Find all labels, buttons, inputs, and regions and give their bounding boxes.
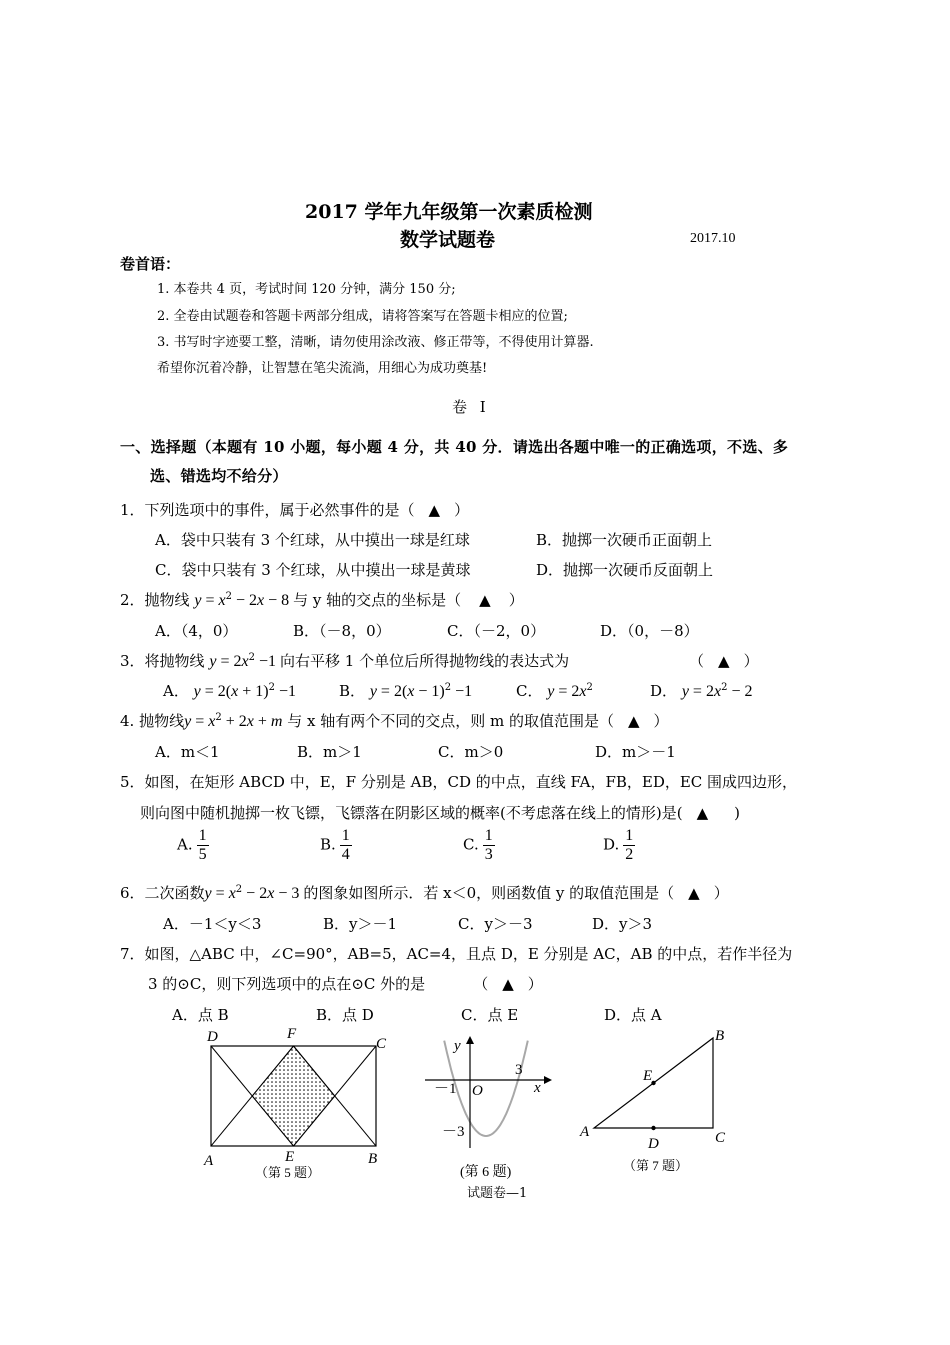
page-footer: 试题卷—1 (467, 1186, 528, 1201)
q7-option-d: D．点 A (604, 1006, 662, 1024)
q3-option-d: D． $y = 2x^2 - 2$ (650, 682, 753, 700)
label-d: D (648, 1136, 659, 1152)
label-c: C (376, 1036, 387, 1052)
q6-stem: 6．二次函数$y = x^2 - 2x - 3$ 的图象如图所示．若 x＜0，则函数值 y 的取值范围是（ ▲ ） (120, 884, 729, 902)
q7-option-c: C．点 E (461, 1006, 519, 1024)
label-3: 3 (515, 1062, 523, 1078)
label-e: E (285, 1149, 295, 1165)
intro-note-1: 1. 本卷共 4 页，考试时间 120 分钟，满分 150 分; (157, 282, 456, 297)
q1-option-b: B．抛掷一次硬币正面朝上 (536, 531, 713, 549)
figure-6 (420, 1030, 560, 1185)
q3-answer-bracket: （ ▲ ） (689, 652, 759, 670)
label-d: D (207, 1029, 218, 1045)
q2-option-a: A．（4，0） (155, 622, 238, 640)
intro-note-3: 3. 书写时字迹要工整，清晰，请勿使用涂改液、修正带等，不得使用计算器. (157, 335, 594, 350)
intro-heading: 卷首语： (120, 255, 181, 273)
q1-option-d: D．抛掷一次硬币反面朝上 (536, 561, 714, 579)
q6-option-b: B．y＞－1 (323, 915, 398, 933)
y-axis-arrow (466, 1036, 474, 1044)
q5-option-d: D. $\frac{1}{2}$ (603, 827, 634, 863)
label-neg1: －1 (434, 1081, 457, 1097)
figure-6-caption: (第 6 题) (460, 1165, 512, 1180)
q5-option-c: C. $\frac{1}{3}$ (463, 827, 493, 863)
label-e: E (643, 1068, 653, 1084)
x-axis-arrow (544, 1076, 552, 1084)
q3-stem: 3．将抛物线 $y = 2x^2 -1$ 向右平移 1 个单位后所得抛物线的表达式为 (120, 652, 570, 670)
figure-7-caption: （第 7 题） (623, 1158, 689, 1173)
figure-7 (575, 1020, 735, 1180)
answer-blank: ▲ (688, 884, 700, 902)
q5-stem-line1: 5．如图，在矩形 ABCD 中，E，F 分别是 AB，CD 的中点，直线 FA，FB，ED，EC 围成四边形， (120, 773, 798, 791)
answer-blank: ▲ (479, 591, 491, 609)
q4-stem: 4. 抛物线$y = x^2 + 2x + m$ 与 x 轴有两个不同的交点，则 m 的取值范围是（ ▲ ） (120, 712, 669, 730)
q7-option-a: A．点 B (172, 1006, 229, 1024)
q4-option-d: D．m＞－1 (595, 743, 676, 761)
q4-option-b: B．m＞1 (297, 743, 362, 761)
q5-stem-line2: 则向图中随机抛掷一枚飞镖，飞镖落在阴影区域的概率(不考虑落在线上的情形)是( ▲ ) (140, 804, 740, 822)
exam-title: 2017 学年九年级第一次素质检测 (305, 201, 593, 223)
q7-stem-line2: 3 的⊙C，则下列选项中的点在⊙C 外的是 （ ▲ ） (148, 975, 543, 993)
shaded-region (252, 1046, 335, 1146)
label-y: y (454, 1038, 461, 1054)
section-heading-line1: 一、选择题（本题有 10 小题，每小题 4 分，共 40 分．请选出各题中唯一的正确选项，不选、多 (120, 438, 789, 456)
q6-option-a: A．－1＜y＜3 (163, 915, 262, 933)
q1-stem: 1．下列选项中的事件，属于必然事件的是（ ▲ ） (120, 501, 470, 519)
part-label: 卷 Ⅰ (452, 398, 490, 416)
answer-blank: ▲ (502, 975, 514, 993)
q6-option-c: C．y＞－3 (458, 915, 533, 933)
label-x: x (534, 1080, 541, 1096)
parabola-curve (444, 1041, 528, 1136)
label-origin: O (472, 1083, 483, 1099)
figure-5-caption: （第 5 题） (255, 1165, 321, 1180)
q7-stem-line1: 7．如图，△ABC 中，∠C=90°，AB=5，AC=4，且点 D，E 分别是 AC，AB 的中点，若作半径为 (120, 945, 793, 963)
label-f: F (287, 1026, 297, 1042)
q5-option-a: A. $\frac{1}{5}$ (177, 827, 207, 863)
q5-option-b: B. $\frac{1}{4}$ (320, 827, 350, 863)
exam-date: 2017.10 (690, 231, 736, 246)
answer-blank: ▲ (628, 712, 640, 730)
figure-5 (195, 1025, 405, 1185)
q2-option-b: B．（－8，0） (293, 622, 391, 640)
q2-option-c: C．（－2，0） (447, 622, 546, 640)
q3-option-a: A． $y = 2(x + 1)^2 -1$ (163, 682, 296, 700)
q6-option-d: D．y＞3 (592, 915, 653, 933)
answer-blank: ▲ (696, 804, 709, 822)
label-b: B (368, 1151, 378, 1167)
intro-note-2: 2. 全卷由试题卷和答题卡两部分组成，请将答案写在答题卡相应的位置; (157, 309, 568, 324)
q7-option-b: B．点 D (316, 1006, 374, 1024)
label-neg3: －3 (442, 1124, 465, 1140)
q1-option-a: A．袋中只装有 3 个红球，从中摸出一球是红球 (155, 531, 470, 549)
q3-option-b: B． $y = 2(x - 1)^2 -1$ (339, 682, 473, 700)
label-a: A (204, 1153, 214, 1169)
answer-blank: ▲ (718, 652, 730, 670)
section-heading-line2: 选、错选均不给分） (150, 467, 288, 485)
exam-subtitle: 数学试题卷 (400, 229, 496, 251)
point-d (651, 1126, 655, 1130)
q4-option-c: C．m＞0 (438, 743, 504, 761)
intro-note-4: 希望你沉着冷静，让智慧在笔尖流淌，用细心为成功奠基! (157, 361, 488, 376)
q4-option-a: A．m＜1 (155, 743, 220, 761)
answer-blank: ▲ (428, 501, 441, 519)
label-a: A (580, 1124, 590, 1140)
q2-stem: 2．抛物线 $y = x^2 - 2x - 8$ 与 y 轴的交点的坐标是（ ▲ ） (120, 591, 524, 609)
q2-option-d: D．（0，－8） (600, 622, 699, 640)
label-b: B (715, 1028, 725, 1044)
q1-option-c: C．袋中只装有 3 个红球，从中摸出一球是黄球 (155, 561, 471, 579)
q3-option-c: C． $y = 2x^2$ (516, 682, 593, 700)
label-c: C (715, 1130, 726, 1146)
